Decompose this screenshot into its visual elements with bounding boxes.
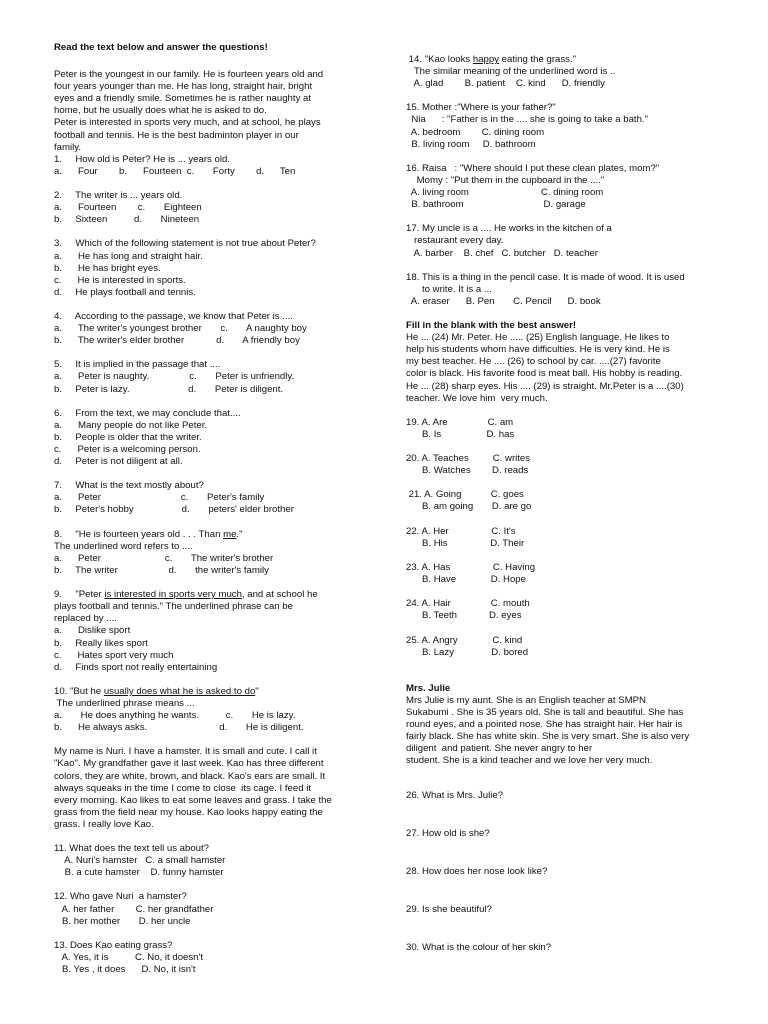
answer-options: b. Sixteen d. Nineteen <box>54 214 200 226</box>
question-26: 26. What is Mrs. Julie? <box>406 789 504 801</box>
question-2 <box>54 190 359 226</box>
answer-option: c. He is interested in sports. <box>54 274 186 286</box>
answer-options: 20. A. Teaches C. writes <box>406 453 531 465</box>
answer-option: d. Finds sport not really entertaining <box>54 661 218 673</box>
answer-option: b. Really likes sport <box>54 637 148 649</box>
passage-line: Mrs Julie is my aunt. She is an English teacher at SMPN <box>406 694 646 706</box>
passage-line: Peter is interested in sports very much, and at school, he plays <box>54 117 321 129</box>
question-stem: 2. The writer is ... years old. <box>54 190 183 202</box>
answer-options: B. a cute hamster D. funny hamster <box>54 867 224 879</box>
question-stem: 9. "Peter is interested in sports very much, and at school he <box>54 589 318 601</box>
answer-option: d. He plays football and tennis. <box>54 286 196 298</box>
question-28: 28. How does her nose look like? <box>406 865 548 877</box>
passage-line: four years younger than me. He has long, straight hair, bright <box>54 81 313 93</box>
underlined-phrase: usually does what he is asked to do <box>103 685 256 697</box>
passage-line: round eyes, and a pointed nose. She has straight hair. Her hair is <box>406 719 683 731</box>
question-29: 29. Is she beautiful? <box>406 903 492 915</box>
question-4 <box>54 311 359 347</box>
instruction-heading: Read the text below and answer the questions! <box>54 42 268 53</box>
answer-options: a. The writer's youngest brother c. A naughty boy <box>54 323 307 335</box>
right-column <box>406 0 746 954</box>
answer-options: 22. A. Her C. It's <box>406 525 516 537</box>
question-stem: The similar meaning of the underlined word is .. <box>406 66 616 78</box>
answer-options: B. bathroom D. garage <box>406 199 586 211</box>
answer-option: a. He has long and straight hair. <box>54 250 203 262</box>
answer-options: A. Nuri's hamster C. a small hamster <box>54 855 226 867</box>
passage-line: diligent and patient. She never angry to her <box>406 743 593 755</box>
question-stem: 5. It is implied in the passage that .... <box>54 359 221 371</box>
passage-line: He ... (24) Mr. Peter. He ..... (25) English language. He likes to <box>406 332 670 344</box>
answer-options: B. living room D. bathroom <box>406 138 536 150</box>
passage-line: fairly black. She has white skin. She is very smart. She is also very <box>406 731 690 743</box>
answer-options: B. am going D. are go <box>406 501 532 513</box>
question-stem: 4. According to the passage, we know that Peter is .... <box>54 310 293 322</box>
dialogue-line: Nia : "Father is in the .... she is going to take a bath." <box>406 114 648 126</box>
question-stem: 8. "He is fourteen years old . . . Than me." <box>54 528 243 540</box>
answer-options: A. living room C. dining room <box>406 187 604 199</box>
answer-options: A. eraser B. Pen C. Pencil D. book <box>406 295 601 307</box>
answer-option: c. Peter is a welcoming person. <box>54 444 201 455</box>
answer-option: b. He has bright eyes. <box>54 262 161 274</box>
dialogue-line: Momy : "Put them in the cupboard in the ...." <box>406 174 605 186</box>
question-11 <box>54 843 359 879</box>
answer-option: c. Hates sport very much <box>54 649 174 661</box>
question-14 <box>406 54 746 90</box>
question-stem: to write. It is a ... <box>406 283 492 295</box>
answer-options: a. Peter is naughty. c. Peter is unfriendly. <box>54 371 295 383</box>
question-5 <box>54 359 359 395</box>
answer-options: A. barber B. chef C. butcher D. teacher <box>406 247 598 259</box>
question-1 <box>54 154 359 178</box>
dialogue-line: 15. Mother :"Where is your father?" <box>406 102 556 114</box>
question-stem: 12. Who gave Nuri a hamster? <box>54 891 187 903</box>
question-30: 30. What is the colour of her skin? <box>406 941 552 953</box>
answer-options: B. Is D. has <box>406 428 515 440</box>
passage-line: always squeaks in the time I come to close its cage. I feed it <box>54 782 312 794</box>
passage-line: color is black. His favorite food is meat ball. His hobby is reading. <box>406 368 683 380</box>
question-stem: 6. From the text, we may conclude that.... <box>54 407 241 419</box>
passage-peter <box>54 69 359 154</box>
answer-options: B. Have D. Hope <box>406 574 526 586</box>
answer-options: B. Lazy D. bored <box>406 646 529 658</box>
question-stem: 7. What is the text mostly about? <box>54 480 204 492</box>
answer-options: b. Peter is lazy. d. Peter is diligent. <box>54 383 284 395</box>
question-7 <box>54 480 359 516</box>
question-25 <box>406 635 746 659</box>
passage-line: eyes and a friendly smile. Sometimes he is rather naughty at <box>54 93 312 105</box>
passage-line: grass from the field near my house. Kao looks happy eating the <box>54 806 323 818</box>
julie-heading: Mrs. Julie <box>406 682 451 694</box>
question-19 <box>406 417 746 441</box>
fill-in-passage <box>406 332 746 405</box>
question-stem: 1. How old is Peter? He is ... years old. <box>54 153 230 165</box>
question-22 <box>406 526 746 550</box>
question-stem: restaurant every day. <box>406 235 504 247</box>
answer-options: 23. A. Has C. Having <box>406 561 536 573</box>
answer-options: A. Yes, it is C. No, it doesn't <box>54 951 204 963</box>
question-21 <box>406 489 746 513</box>
question-17 <box>406 223 746 259</box>
answer-options: 24. A. Hair C. mouth <box>406 598 530 610</box>
question-13 <box>54 940 359 976</box>
answer-option: d. Peter is not diligent at all. <box>54 456 183 468</box>
answer-options: B. her mother D. her uncle <box>54 915 191 927</box>
passage-line: My name is Nuri. I have a hamster. It is small and cute. I call it <box>54 746 317 758</box>
answer-options: 25. A. Angry C. kind <box>406 634 523 646</box>
answer-option: a. Many people do not like Peter. <box>54 419 208 431</box>
question-stem: 3. Which of the following statement is not true about Peter? <box>54 238 316 250</box>
question-23 <box>406 562 746 586</box>
answer-options: a. Peter c. The writer's brother <box>54 552 274 564</box>
answer-options: a. Fourteen c. Eighteen <box>54 202 202 214</box>
answer-options: b. Peter's hobby d. peters' elder brother <box>54 504 294 516</box>
question-20 <box>406 453 746 477</box>
passage-line: help his students whom have difficulties. He is very kind. He is <box>406 344 670 356</box>
julie-passage <box>406 695 746 768</box>
question-stem: 18. This is a thing in the pencil case. It is made of wood. It is used <box>406 271 685 283</box>
question-stem: 17. My uncle is a .... He works in the kitchen of a <box>406 223 612 235</box>
answer-options: B. Yes , it does D. No, it isn't <box>54 964 196 976</box>
passage-line: home, but he usually does what he is asked to do. <box>54 105 267 117</box>
underlined-word: happy <box>472 54 500 65</box>
question-stem: 14. "Kao looks happy eating the grass." <box>406 54 577 65</box>
answer-options: 19. A. Are C. am <box>406 416 514 428</box>
passage-line: every morning. Kao likes to eat some leaves and grass. I take the <box>54 794 332 806</box>
question-12 <box>54 891 359 927</box>
passage-line: colors, they are white, brown, and black. Kao's ears are small. It <box>54 770 326 782</box>
answer-options: B. Watches D. reads <box>406 465 529 477</box>
answer-options: B. His D. Their <box>406 537 525 549</box>
passage-line: "Kao". My grandfather gave it last week. Kao has three different <box>54 758 324 770</box>
dialogue-line: 16. Raisa : "Where should I put these clean plates, mom?" <box>406 162 660 174</box>
passage-line: teacher. We love him very much. <box>406 392 548 404</box>
answer-option: a. Dislike sport <box>54 625 131 637</box>
question-9 <box>54 589 359 674</box>
question-note: The underlined word refers to .... <box>54 540 193 552</box>
question-24 <box>406 598 746 622</box>
question-stem: 13. Does Kao eating grass? <box>54 939 173 951</box>
question-stem: 10. "But he usually does what he is asked to do" <box>54 685 259 697</box>
passage-line: family. <box>54 141 82 153</box>
fill-in-heading: Fill in the blank with the best answer! <box>406 320 577 332</box>
passage-line: my best teacher. He .... (26) to school by car. ....(27) favorite <box>406 356 661 368</box>
answer-options: 21. A. Going C. goes <box>406 489 524 501</box>
answer-options: a. Peter c. Peter's family <box>54 492 265 504</box>
question-stem: replaced by .... <box>54 613 117 625</box>
question-stem: 11. What does the text tell us about? <box>54 843 210 855</box>
question-10 <box>54 686 359 734</box>
answer-options: a. He does anything he wants. c. He is lazy. <box>54 710 296 722</box>
answer-options: A. bedroom C. dining room <box>406 126 545 138</box>
underlined-phrase: is interested in sports very much <box>104 589 242 601</box>
passage-line: Sukabumi . She is 35 years old. She is tall and beautiful. She has <box>406 707 684 719</box>
passage-line: Peter is the youngest in our family. He is fourteen years old and <box>54 69 324 81</box>
question-18 <box>406 272 746 308</box>
underlined-word: me <box>223 528 237 540</box>
question-stem: The underlined phrase means ... <box>54 697 195 709</box>
passage-line: football and tennis. He is the best badminton player in our <box>54 129 299 141</box>
question-15 <box>406 102 746 150</box>
passage-line: student. She is a kind teacher and we love her very much. <box>406 755 653 767</box>
question-8 <box>54 529 359 577</box>
left-column <box>54 0 359 976</box>
answer-option: b. People is older that the writer. <box>54 431 202 443</box>
question-stem: plays football and tennis." The underlined phrase can be <box>54 601 293 613</box>
answer-options: b. The writer's elder brother d. A friendly boy <box>54 335 300 347</box>
passage-line: He ... (28) sharp eyes. His .... (29) is straight. Mr.Peter is a ....(30) <box>406 380 684 392</box>
answer-options: b. The writer d. the writer's family <box>54 564 269 576</box>
passage-line: grass. I really love Kao. <box>54 818 154 830</box>
answer-options: A. her father C. her grandfather <box>54 903 214 915</box>
answer-options: a. Four b. Fourteen c. Forty d. Ten <box>54 165 296 177</box>
question-6 <box>54 408 359 468</box>
answer-options: A. glad B. patient C. kind D. friendly <box>406 78 605 90</box>
answer-options: b. He always asks. d. He is diligent. <box>54 722 304 734</box>
question-27: 27. How old is she? <box>406 827 490 839</box>
question-3 <box>54 238 359 298</box>
question-16 <box>406 163 746 211</box>
answer-options: B. Teeth D. eyes <box>406 610 522 622</box>
passage-hamster <box>54 746 359 831</box>
